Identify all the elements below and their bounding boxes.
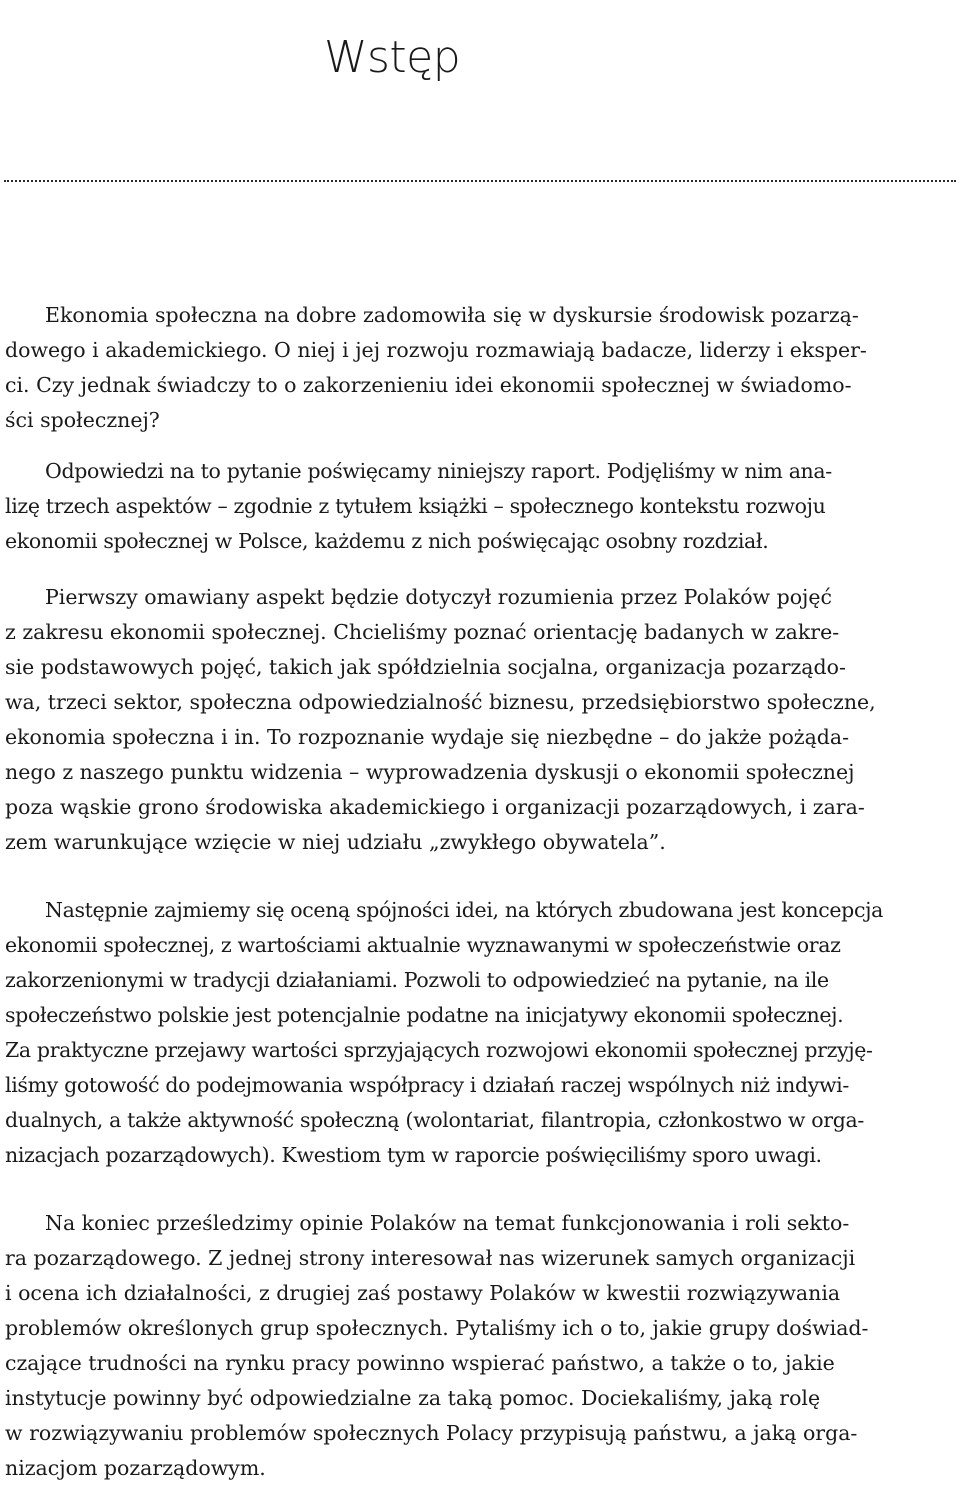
text-line: ekonomii społecznej w Polsce, każdemu z nich poświęcając osobny rozdział. <box>5 529 769 553</box>
dotted-separator <box>4 180 956 182</box>
text-line: Na koniec prześledzimy opinie Polaków na temat funkcjonowania i roli sekto- <box>45 1211 850 1235</box>
text-line: poza wąskie grono środowiska akademickiego i organizacji pozarządowych, i zara- <box>5 795 865 819</box>
text-line: z zakresu ekonomii społecznej. Chcieliśmy poznać orientację badanych w zakre- <box>5 620 840 644</box>
text-line: nizacjom pozarządowym. <box>5 1456 266 1480</box>
text-line: problemów określonych grup społecznych. Pytaliśmy ich o to, jakie grupy doświad- <box>5 1316 869 1340</box>
paragraph-second-aspect <box>5 893 955 1173</box>
text-line: Pierwszy omawiany aspekt będzie dotyczył rozumienia przez Polaków pojęć <box>45 585 833 609</box>
text-line: i ocena ich działalności, z drugiej zaś postawy Polaków w kwestii rozwiązywania <box>5 1281 841 1305</box>
paragraph-intro <box>5 298 955 438</box>
text-line: Za praktyczne przejawy wartości sprzyjających rozwojowi ekonomii społecznej przyję- <box>5 1038 873 1062</box>
text-line: wa, trzeci sektor, społeczna odpowiedzialność biznesu, przedsiębiorstwo społeczne, <box>5 690 876 714</box>
body-text <box>5 298 955 1486</box>
text-line: ci. Czy jednak świadczy to o zakorzenieniu idei ekonomii społecznej w świadomo- <box>5 373 852 397</box>
text-line: w rozwiązywaniu problemów społecznych Polacy przypisują państwu, a jaką orga- <box>5 1421 858 1445</box>
text-line: sie podstawowych pojęć, takich jak spółdzielnia socjalna, organizacja pozarządo- <box>5 655 846 679</box>
text-line: społeczeństwo polskie jest potencjalnie podatne na inicjatywy ekonomii społecznej. <box>5 1003 844 1027</box>
text-line: czające trudności na rynku pracy powinno wspierać państwo, a także o to, jakie <box>5 1351 835 1375</box>
text-line: ści społecznej? <box>5 408 160 432</box>
text-line: ra pozarządowego. Z jednej strony interesował nas wizerunek samych organizacji <box>5 1246 856 1270</box>
text-line: lizę trzech aspektów – zgodnie z tytułem książki – społecznego kontekstu rozwoju <box>5 494 826 518</box>
text-line: instytucje powinny być odpowiedzialne za taką pomoc. Dociekaliśmy, jaką rolę <box>5 1386 821 1410</box>
page-title: Wstęp <box>324 32 461 83</box>
text-line: dualnych, a także aktywność społeczną (wolontariat, filantropia, członkostwo w orga- <box>5 1108 864 1132</box>
text-line: Następnie zajmiemy się oceną spójności idei, na których zbudowana jest koncepcja <box>45 898 883 922</box>
text-line: Ekonomia społeczna na dobre zadomowiła się w dyskursie środowisk pozarzą- <box>45 303 859 327</box>
text-line: nego z naszego punktu widzenia – wyprowadzenia dyskusji o ekonomii społecznej <box>5 760 855 784</box>
paragraph-first-aspect <box>5 580 955 860</box>
text-line: zem warunkujące wzięcie w niej udziału „zwykłego obywatela”. <box>5 830 666 854</box>
text-line: zakorzenionymi w tradycji działaniami. Pozwoli to odpowiedzieć na pytanie, na ile <box>5 968 829 992</box>
text-line: Odpowiedzi na to pytanie poświęcamy niniejszy raport. Podjęliśmy w nim ana- <box>45 459 832 483</box>
text-line: liśmy gotowość do podejmowania współpracy i działań raczej wspólnych niż indywi- <box>5 1073 849 1097</box>
text-line: ekonomia społeczna i in. To rozpoznanie wydaje się niezbędne – do jakże pożąda- <box>5 725 850 749</box>
paragraph-report-scope <box>5 454 955 559</box>
text-line: ekonomii społecznej, z wartościami aktualnie wyznawanymi w społeczeństwie oraz <box>5 933 841 957</box>
text-line: nizacjach pozarządowych). Kwestiom tym w raporcie poświęciliśmy sporo uwagi. <box>5 1143 822 1167</box>
paragraph-third-aspect <box>5 1206 955 1486</box>
text-line: dowego i akademickiego. O niej i jej rozwoju rozmawiają badacze, liderzy i eksper- <box>5 338 867 362</box>
